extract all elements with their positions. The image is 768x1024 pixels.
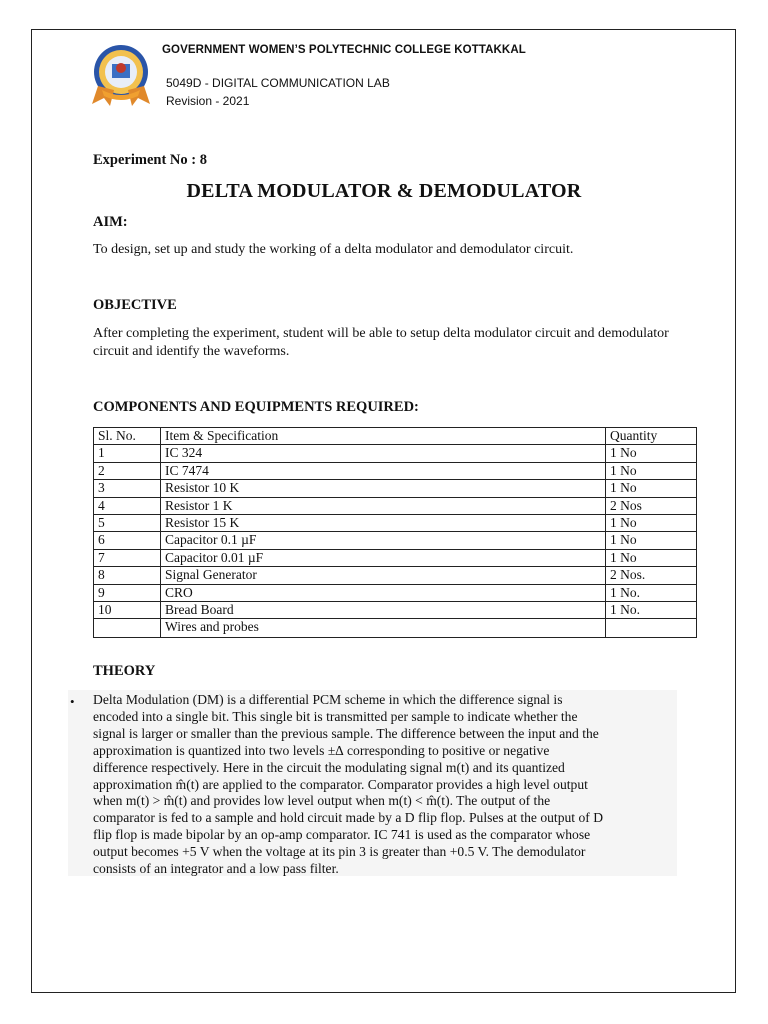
table-row [94, 462, 697, 479]
table-cell: IC 324 [161, 445, 606, 462]
table-row [94, 532, 697, 549]
column-header: Sl. No. [94, 428, 161, 445]
table-cell: Capacitor 0.01 µF [161, 549, 606, 566]
table-cell: IC 7474 [161, 462, 606, 479]
table-cell: Resistor 10 K [161, 480, 606, 497]
table-cell: 3 [94, 480, 161, 497]
table-row [94, 514, 697, 531]
table-cell: 1 No [606, 480, 697, 497]
table-cell: 2 Nos. [606, 567, 697, 584]
table-cell: 7 [94, 549, 161, 566]
table-cell: 6 [94, 532, 161, 549]
table-cell: 4 [94, 497, 161, 514]
table-cell: Resistor 15 K [161, 514, 606, 531]
table-cell [94, 619, 161, 638]
objective-text: After completing the experiment, student will be able to setup delta modulator circuit and demodulator circuit and identify the waveforms. [93, 326, 669, 359]
components-heading: COMPONENTS AND EQUIPMENTS REQUIRED: [93, 399, 419, 415]
table-cell: CRO [161, 584, 606, 601]
column-header: Quantity [606, 428, 697, 445]
aim-heading: AIM: [93, 214, 128, 230]
aim-text: To design, set up and study the working of a delta modulator and demodulator circuit. [93, 242, 574, 257]
table-cell: 1 No. [606, 584, 697, 601]
table-cell [606, 619, 697, 638]
objective-heading: OBJECTIVE [93, 297, 177, 313]
table-cell: Signal Generator [161, 567, 606, 584]
table-cell: 5 [94, 514, 161, 531]
table-cell: 1 No [606, 532, 697, 549]
table-row [94, 549, 697, 566]
table-row [94, 480, 697, 497]
table-cell: 1 No [606, 514, 697, 531]
college-name: GOVERNMENT WOMEN’S POLYTECHNIC COLLEGE KOTTAKKAL [162, 44, 526, 56]
table-cell: 1 No [606, 462, 697, 479]
college-emblem-icon [88, 42, 154, 108]
table-cell: 1 [94, 445, 161, 462]
table-cell: 1 No [606, 549, 697, 566]
components-table [93, 427, 697, 638]
theory-heading: THEORY [93, 663, 156, 679]
table-header-row [94, 428, 697, 445]
table-cell: 8 [94, 567, 161, 584]
column-header: Item & Specification [161, 428, 606, 445]
table-cell: Resistor 1 K [161, 497, 606, 514]
table-row [94, 584, 697, 601]
table-row [94, 619, 697, 638]
table-cell: 2 [94, 462, 161, 479]
page-title: DELTA MODULATOR & DEMODULATOR [186, 180, 582, 202]
table-row [94, 445, 697, 462]
theory-text: Delta Modulation (DM) is a differential PCM scheme in which the difference signal is encoded into a single bit. This single bit is transmitted per sample to indicate whether the signal is larger or smaller than the previous sample. The difference between the input and the approximation is quantized into two levels ±∆ corresponding to positive or negative difference respectively. Here in the circuit the modulating signal m(t) and its quantized approximation m̂(t) are applied to the comparator. Comparator provides a high level output when m(t) > m̂(t) and provides low level output when m(t) < m̂(t). The output of the comparator is fed to a sample and hold circuit made by a D flip flop. Pulses at the output of D flip flop is made bipolar by an op-amp comparator. IC 741 is used as the comparator whose output becomes +5 V when the voltage at its pin 3 is greater than +0.5 V. The demodulator consists of an integrator and a low pass filter. [93, 692, 604, 877]
table-row [94, 497, 697, 514]
table-cell: 1 No [606, 445, 697, 462]
table-cell: 1 No. [606, 601, 697, 618]
table-row [94, 601, 697, 618]
table-cell: Bread Board [161, 601, 606, 618]
table-cell: 9 [94, 584, 161, 601]
course-title: 5049D - DIGITAL COMMUNICATION LAB [166, 76, 390, 90]
revision-label: Revision - 2021 [166, 94, 250, 108]
table-cell: Capacitor 0.1 µF [161, 532, 606, 549]
table-cell: 10 [94, 601, 161, 618]
table-cell: Wires and probes [161, 619, 606, 638]
table-row [94, 567, 697, 584]
experiment-number: Experiment No : 8 [93, 152, 207, 168]
table-cell: 2 Nos [606, 497, 697, 514]
bullet-marker: • [70, 694, 75, 709]
